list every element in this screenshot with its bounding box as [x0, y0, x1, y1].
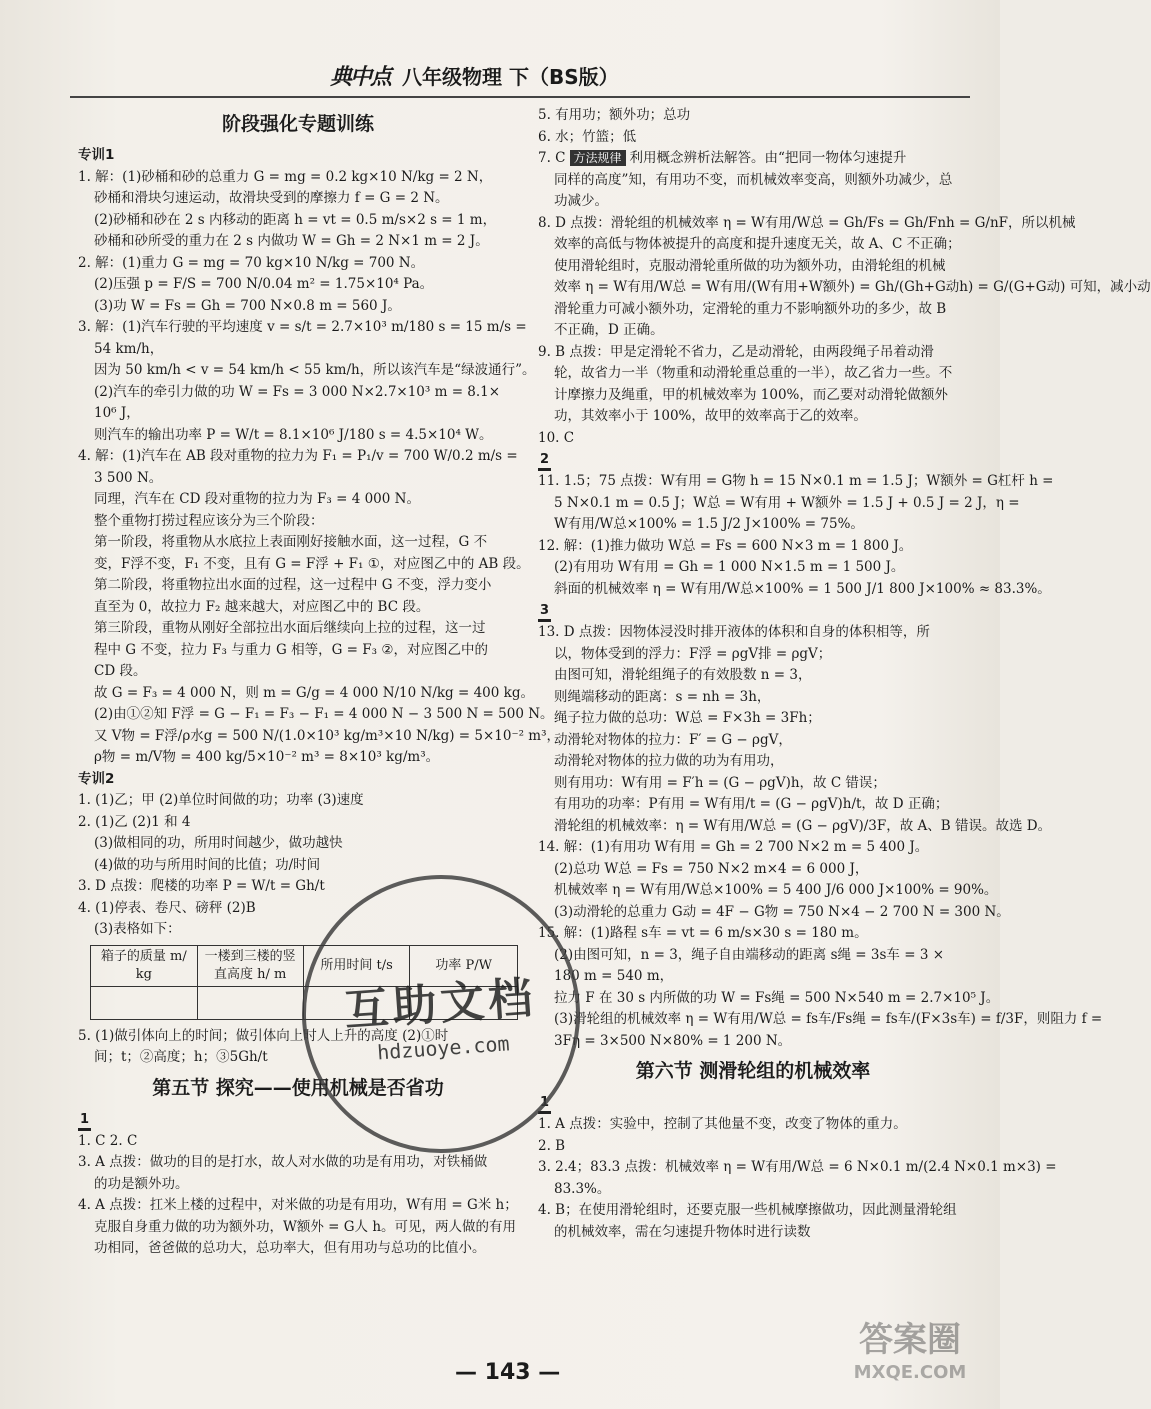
answer-text: 间；t；②高度；h；③5Gh/t: [94, 1049, 268, 1065]
answer-line: [78, 167, 518, 189]
answer-line: [78, 1217, 518, 1239]
table-header-cell: 一楼到三楼的竖直高度 h/ m: [197, 945, 303, 986]
answer-text: (3)做相同的功，所用时间越少，做功越快: [94, 835, 343, 851]
answer-line: [538, 880, 998, 902]
answer-line: [78, 210, 518, 232]
answer-line: [538, 127, 968, 149]
answer-line: [78, 425, 518, 447]
answer-line: [538, 945, 968, 967]
answer-line: [538, 1200, 968, 1222]
answer-text: 3. D 点拨：爬楼的功率 P = W/t = Gh/t: [78, 878, 325, 894]
answer-line: [538, 471, 1054, 493]
answer-line: [538, 579, 1051, 601]
answer-line: [78, 833, 518, 855]
answer-text: W有用/W总×100% = 1.5 J/2 J×100% = 75%。: [554, 516, 864, 532]
answer-text: 4. B；在使用滑轮组时，还要克服一些机械摩擦做功，因此测量滑轮组: [538, 1202, 957, 1218]
answer-text: (2)总功 W总 = Fs = 750 N×2 m×4 = 6 000 J，: [554, 860, 869, 877]
answer-text: 由图可知，滑轮组绳子的有效股数 n = 3，: [554, 667, 812, 683]
right-answers: [538, 105, 1151, 1052]
answer-text: 的机械效率，需在匀速提升物体时进行读数: [554, 1223, 811, 1240]
answer-line: [78, 790, 518, 812]
answer-line: [538, 105, 968, 127]
level-marker: 3: [538, 603, 551, 622]
answer-text: 专训1: [78, 147, 115, 163]
answer-line: [78, 618, 518, 640]
answer-line: [78, 317, 527, 339]
answer-text: 14. 解：(1)有用功 W有用 = Gh = 2 700 N×2 m = 5 400 J。: [538, 839, 929, 855]
answer-line: [78, 769, 518, 791]
watermark-url: MXQE.COM: [853, 1362, 967, 1383]
answer-line: [538, 342, 968, 364]
answer-text: 5 N×0.1 m = 0.5 J；W总 = W有用 + W额外 = 1.5 J + 0.5 J = 2 J，η =: [554, 494, 1020, 511]
right-column: [538, 105, 1151, 1243]
answer-line: [78, 339, 518, 361]
answer-line: [538, 794, 968, 816]
answer-text: (2)有用功 W有用 = Gh = 1 000 N×1.5 m = 1 500 J。: [554, 559, 905, 575]
answer-text: 4. (1)停表、卷尺、磅秤 (2)B: [78, 899, 256, 916]
answer-line: [78, 253, 518, 275]
answer-text: 2. (1)乙 (2)1 和 4: [78, 813, 191, 830]
answer-line: [78, 1238, 518, 1260]
answer-text: 效率 η = W有用/W总 = W有用/(W有用+W额外) = Gh/(Gh+G动h) = G/(G+G动) 可知，减小动: [554, 279, 1151, 295]
answer-line: [538, 859, 968, 881]
answer-text: 10. C: [538, 429, 575, 446]
answer-text: 不正确，D 正确。: [554, 322, 664, 338]
answer-text: 第三阶段，重物从刚好全部拉出水面后继续向上拉的过程，这一过: [94, 620, 486, 636]
answer-text: 同理，汽车在 CD 段对重物的拉力为 F₃ = 4 000 N。: [94, 491, 420, 507]
answer-line: [538, 1179, 968, 1201]
answer-text: 轮，故省力一半（物重和动滑轮重总重的一半），故乙省力一些。不: [554, 365, 953, 381]
answer-line: [538, 428, 968, 450]
answer-line: [78, 683, 534, 705]
answer-line: [538, 213, 1076, 235]
answer-line: [78, 812, 518, 834]
answer-text: 83.3%。: [554, 1180, 611, 1197]
answer-text: 5. 有用功；额外功；总功: [538, 107, 691, 123]
answer-line: [78, 1174, 518, 1196]
level-marker: 2: [538, 452, 551, 471]
stamp-text: 互助文档: [342, 972, 538, 1037]
answer-text: 第一阶段，将重物从水底拉上表面刚好接触水面，这一过程，G 不: [94, 534, 488, 550]
answer-text: 1. C 2. C: [78, 1132, 138, 1149]
answer-line: [78, 661, 518, 683]
answer-line: [78, 489, 518, 511]
answer-line: [78, 1152, 518, 1174]
answer-text: 使用滑轮组时，克服动滑轮重所做的功为额外功，由滑轮组的机械: [554, 257, 946, 274]
answer-line: [538, 644, 968, 666]
answer-line: [78, 382, 518, 404]
answer-line: [78, 446, 518, 468]
answer-text: 则汽车的输出功率 P = W/t = 8.1×10⁶ J/180 s = 4.5×10⁴ W。: [94, 426, 493, 443]
answer-text: 绳子拉力做的总功：W总 = F×3h = 3Fh；: [554, 710, 821, 726]
answer-line: [538, 277, 1151, 299]
answer-line: [78, 575, 518, 597]
section-title-6: 第六节 测滑轮组的机械效率: [635, 1060, 871, 1082]
answer-text: 整个重物打捞过程应该分为三个阶段：: [94, 512, 324, 529]
section6-answers: [538, 1114, 1057, 1243]
brand-logo: 典中点: [330, 64, 391, 90]
answer-text: 54 km/h，: [94, 340, 164, 357]
answer-text: 机械效率 η = W有用/W总×100% = 5 400 J/6 000 J×100% = 90%。: [554, 882, 998, 898]
answer-line: [538, 1114, 968, 1136]
answer-line: [538, 191, 968, 213]
header-title: 八年级物理 下（BS版）: [402, 64, 619, 89]
table-cell: [197, 986, 303, 1019]
answer-text: 则绳端移动的距离：s = nh = 3h，: [554, 688, 771, 705]
answer-text: (3)功 W = Fs = Gh = 700 N×0.8 m = 560 J。: [94, 297, 401, 314]
answer-text: 3Fη = 3×500 N×80% = 1 200 N。: [554, 1032, 792, 1049]
answer-text: ρ物 = m/V物 = 400 kg/5×10⁻² m³ = 8×10³ kg/m³。: [94, 749, 440, 765]
answer-text: 4. A 点拨：扛米上楼的过程中，对米做的功是有用功，W有用 = G米 h；: [78, 1197, 518, 1213]
answer-line: [538, 923, 968, 945]
table-header-cell: 功率 P/W: [410, 945, 518, 986]
answer-line: [538, 363, 968, 385]
answer-line: [78, 188, 518, 210]
answer-line: [538, 170, 968, 192]
answer-text: (2)砂桶和砂在 2 s 内移动的距离 h = vt = 0.5 m/s×2 s = 1 m，: [94, 211, 497, 228]
answer-text: (4)做的功与所用时间的比值；功/时间: [94, 856, 321, 873]
answer-line: [538, 751, 968, 773]
answer-line: [538, 320, 968, 342]
answer-text: 15. 解：(1)路程 s车 = vt = 6 m/s×30 s = 180 m。: [538, 925, 868, 941]
section-title-stage: 阶段强化专题训练: [221, 113, 374, 135]
answer-text: 则有用功：W有用 = F′h = (G − ρgV)h，故 C 错误；: [554, 774, 886, 791]
answer-text: 效率的高低与物体被提升的高度和提升速度无关，故 A、C 不正确；: [554, 236, 961, 252]
answer-text: (3)动滑轮的总重力 G动 = 4F − G物 = 750 N×4 − 2 700 N = 300 N。: [554, 903, 1010, 920]
answer-line: [538, 385, 968, 407]
page-number: — 143 —: [455, 1360, 561, 1385]
answer-line: [78, 554, 530, 576]
answer-line: [538, 148, 968, 170]
answer-line: [538, 406, 968, 428]
answer-line: [538, 1222, 968, 1244]
answer-text: 3 500 N。: [94, 469, 163, 486]
answer-line: [78, 855, 518, 877]
answer-line: [78, 640, 518, 662]
answer-line: [78, 145, 518, 167]
answer-text: 7. C: [538, 150, 566, 166]
table-cell: [91, 986, 198, 1019]
watermark-text: 答案圈: [859, 1320, 961, 1360]
answer-line: [78, 231, 518, 253]
answer-text: 功相同，爸爸做的总功大，总功率大，但有用功与总功的比值小。: [94, 1240, 486, 1256]
answer-text: 有用功的功率：P有用 = W有用/t = (G − ρgV)h/t，故 D 正确；: [554, 796, 949, 812]
answer-text: 13. D 点拨：因物体浸没时排开液体的体积和自身的体积相等，所: [538, 624, 930, 640]
answer-text: 克服自身重力做的功为额外功，W额外 = G人 h。可见，两人做的有用: [94, 1218, 517, 1235]
stamp-url: hdzuoye.com: [376, 1031, 511, 1065]
answer-text: 砂桶和滑块匀速运动，故滑块受到的摩擦力 f = G = 2 N。: [94, 190, 449, 206]
answer-text: 变，F浮不变，F₁ 不变，且有 G = F浮 + F₁ ①，对应图乙中的 AB 段。: [94, 555, 530, 572]
answer-line: [538, 600, 968, 622]
level-marker: 1: [538, 1092, 968, 1114]
answer-text: 以，物体受到的浮力：F浮 = ρgV排 = ρgV；: [554, 645, 832, 662]
answer-text: 利用概念辨析法解答。由“把同一物体匀速提升: [629, 150, 907, 166]
answer-text: 专训2: [78, 770, 115, 787]
answer-line: [78, 274, 518, 296]
answer-line: [538, 1031, 968, 1053]
answer-line: [538, 493, 1020, 515]
answer-line: [538, 665, 968, 687]
answer-text: (2)由①②知 F浮 = G − F₁ = F₃ − F₁ = 4 000 N − 3 500 N = 500 N。: [94, 706, 554, 722]
answer-line: [538, 234, 968, 256]
answer-text: 功减少。: [554, 193, 608, 209]
answer-text: 12. 解：(1)推力做功 W总 = Fs = 600 N×3 m = 1 800 J。: [538, 537, 913, 554]
answer-text: 计摩擦力及绳重，甲的机械效率为 100%，而乙要对动滑轮做额外: [554, 386, 948, 403]
table-header-cell: 所用时间 t/s: [303, 945, 410, 986]
answer-text: (2)由图可知，n = 3，绳子自由端移动的距离 s绳 = 3s车 = 3 ×: [554, 946, 945, 963]
answer-line: [78, 360, 536, 382]
answer-text: 2. 解：(1)重力 G = mg = 70 kg×10 N/kg = 700 N。: [78, 254, 425, 271]
answer-line: [538, 1157, 1057, 1179]
answer-line: [538, 256, 968, 278]
answer-text: 动滑轮对物体的拉力做的功为有用功，: [554, 753, 784, 769]
answer-text: 1. (1)乙；甲 (2)单位时间做的功；功率 (3)速度: [78, 792, 364, 808]
answer-text: 3. 解：(1)汽车行驶的平均速度 v = s/t = 2.7×10³ m/180 s = 15 m/s =: [78, 319, 527, 335]
answer-text: 1. A 点拨：实验中，控制了其他量不变，改变了物体的重力。: [538, 1116, 907, 1132]
section-title-5: 第五节 探究——使用机械是否省功: [152, 1076, 444, 1099]
answer-text: 第二阶段，将重物拉出水面的过程，这一过程中 G 不变，浮力变小: [94, 577, 492, 593]
answer-line: [78, 597, 518, 619]
answer-line: [538, 449, 968, 471]
answer-text: (3)表格如下：: [94, 921, 181, 937]
method-tag: 方法规律: [570, 150, 626, 166]
answer-line: [538, 1009, 1103, 1031]
answer-text: 程中 G 不变，拉力 F₃ 与重力 G 相等，G = F₃ ②，对应图乙中的: [94, 641, 488, 658]
answer-text: 8. D 点拨：滑轮组的机械效率 η = W有用/W总 = Gh/Fs = Gh/Fnh = G/nF，所以机械: [538, 214, 1076, 231]
corner-watermark: [825, 1318, 995, 1404]
answer-text: 1. 解：(1)砂桶和砂的总重力 G = mg = 0.2 kg×10 N/kg = 2 N，: [78, 168, 493, 185]
answer-line: [538, 557, 968, 579]
answer-line: [538, 514, 968, 536]
answer-text: 5. (1)做引体向上的时间；做引体向上时人上升的高度 (2)①时: [78, 1027, 449, 1044]
answer-line: [538, 837, 968, 859]
answer-line: [78, 403, 518, 425]
answer-text: 3. 2.4；83.3 点拨：机械效率 η = W有用/W总 = 6 N×0.1 m/(2.4 N×0.1 m×3) =: [538, 1159, 1057, 1175]
answer-line: [538, 966, 968, 988]
answer-text: 的功是额外功。: [94, 1175, 189, 1192]
answer-text: 10⁶ J，: [94, 405, 140, 421]
answer-line: [78, 726, 561, 748]
answer-text: 斜面的机械效率 η = W有用/W总×100% = 1 500 J/1 800 J×100% ≈ 83.3%。: [554, 580, 1051, 597]
answer-text: (2)压强 p = F/S = 700 N/0.04 m² = 1.75×10⁴ Pa。: [94, 276, 434, 292]
answer-line: [78, 747, 518, 769]
answer-text: 故 G = F₃ = 4 000 N，则 m = G/g = 4 000 N/10 N/kg = 400 kg。: [94, 684, 534, 701]
answer-text: 6. 水；竹篮；低: [538, 128, 637, 145]
answer-text: 180 m = 540 m，: [554, 968, 674, 984]
answer-line: [78, 1195, 518, 1217]
answer-line: [538, 708, 968, 730]
answer-text: (2)汽车的牵引力做的功 W = Fs = 3 000 N×2.7×10³ m = 8.1×: [94, 383, 501, 400]
answer-line: [538, 816, 1052, 838]
answer-line: [78, 511, 518, 533]
header-rule: [70, 96, 970, 98]
answer-line: [78, 468, 518, 490]
answer-line: [538, 622, 968, 644]
answer-line: [538, 1136, 968, 1158]
page-header: [330, 58, 970, 92]
answer-text: 11. 1.5；75 点拨：W有用 = G物 h = 15 N×0.1 m = 1.5 J；W额外 = G杠杆 h =: [538, 473, 1054, 489]
answer-line: [538, 299, 968, 321]
answer-line: [78, 296, 518, 318]
answer-text: 3. A 点拨：做功的目的是打水，故人对水做的功是有用功，对铁桶做: [78, 1154, 488, 1170]
answer-line: [538, 902, 1010, 924]
answer-text: (3)滑轮组的机械效率 η = W有用/W总 = fs车/Fs绳 = fs车/(F×3s车) = f/3F，则阻力 f =: [554, 1011, 1103, 1027]
answer-text: 拉力 F 在 30 s 内所做的功 W = Fs绳 = 500 N×540 m = 2.7×10⁵ J。: [554, 989, 1000, 1006]
answer-text: 动滑轮对物体的拉力：F′ = G − ρgV，: [554, 731, 792, 748]
answer-text: 同样的高度”知，有用功不变，而机械效率变高，则额外功减少，总: [554, 171, 953, 188]
table-header-cell: 箱子的质量 m/ kg: [91, 945, 198, 986]
answer-text: 9. B 点拨：甲是定滑轮不省力，乙是动滑轮，由两段绳子吊着动滑: [538, 343, 934, 360]
answer-line: [538, 536, 968, 558]
answer-line: [78, 704, 554, 726]
answer-line: [538, 687, 968, 709]
answer-line: [78, 532, 518, 554]
answer-text: 2. B: [538, 1137, 566, 1154]
answer-text: 滑轮组的机械效率：η = W有用/W总 = (G − ρgV)/3F，故 A、B 错误。故选 D。: [554, 817, 1052, 834]
answer-text: 又 V物 = F浮/ρ水g = 500 N/(1.0×10³ kg/m³×10 N/kg) = 5×10⁻² m³，: [94, 727, 561, 744]
answer-text: 砂桶和砂所受的重力在 2 s 内做功 W = Gh = 2 N×1 m = 2 J。: [94, 233, 489, 249]
answer-text: CD 段。: [94, 663, 147, 679]
answer-text: 因为 50 km/h < v = 54 km/h < 55 km/h，所以该汽车是“绿波通行”。: [94, 362, 536, 378]
answer-line: [538, 730, 968, 752]
answer-line: [538, 988, 1000, 1010]
answer-text: 4. 解：(1)汽车在 AB 段对重物的拉力为 F₁ = P₁/v = 700 W/0.2 m/s =: [78, 448, 518, 464]
answer-text: 直至为 0，故拉力 F₂ 越来越大，对应图乙中的 BC 段。: [94, 598, 430, 615]
answer-text: 滑轮重力可减小额外功，定滑轮的重力不影响额外功的多少，故 B: [554, 300, 947, 317]
level-marker: 1: [78, 1109, 518, 1131]
answer-text: 功，其效率小于 100%，故甲的效率高于乙的效率。: [554, 408, 867, 424]
answer-line: [538, 773, 968, 795]
